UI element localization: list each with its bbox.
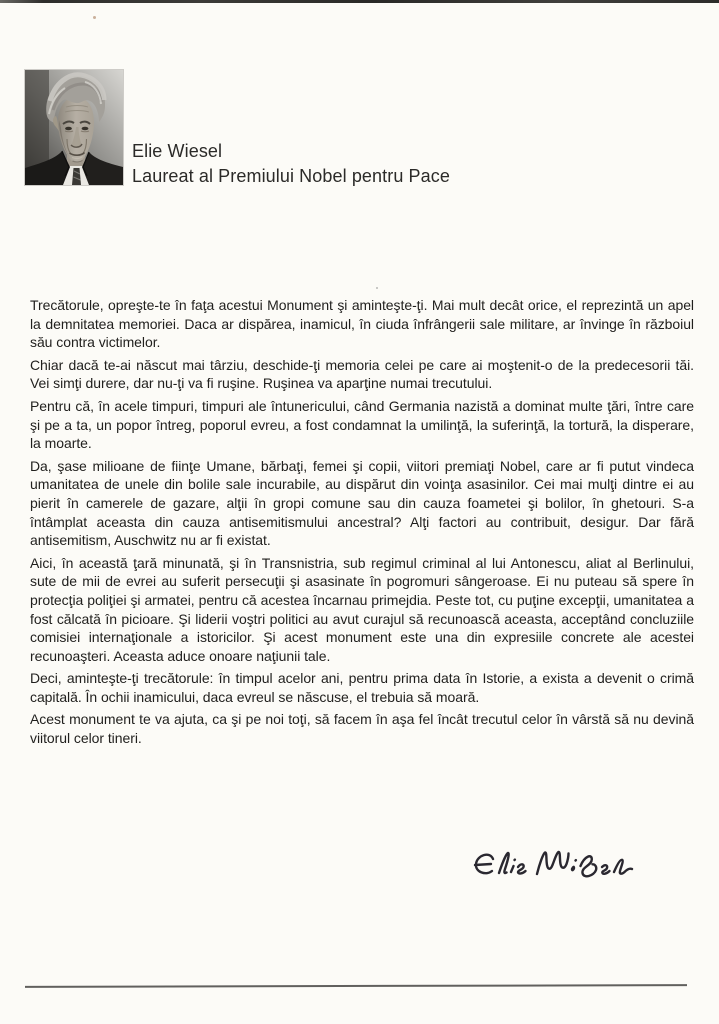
signature-icon — [466, 836, 636, 898]
author-title: Laureat al Premiului Nobel pentru Pace — [132, 166, 450, 186]
letter-paragraph-7: Acest monument te va ajuta, ca şi pe noi toţi, să facem în aşa fel încât trecutul celor în vârstă să nu devină viitorul celor tineri. — [30, 711, 694, 747]
letter-paragraph-6: Deci, aminteşte-ţi trecătorule: în timpul acelor ani, pentru prima data în Istorie, a exista a devenit o crimă capitală. În ochii inamicului, daca evreul se născuse, el trebuia să moară. — [30, 670, 694, 705]
scan-speck — [93, 16, 96, 19]
handwritten-signature — [466, 836, 636, 903]
letter-paragraph-3: Pentru că, în acele timpuri, timpuri ale întunericului, când Germania nazistă a dominat multe ţări, între care şi pe a ta, un popor întreg, poporul evreu, a fost condamnat la umilinţă, la suferinţă, la tortură, la disperare, la moarte. — [30, 397, 694, 452]
letter-paragraph-1: Trecătorule, opreşte-te în faţa acestui Monument şi aminteşte-ţi. Mai mult decât orice, el reprezintă un apel la demnitatea memoriei. Daca ar dispărea, inamicul, în ciuda înfrângerii sale militare, ar învinge în războiul său contra victimelor. — [30, 297, 694, 351]
scan-edge-top — [0, 0, 719, 3]
letter-body — [30, 296, 694, 752]
author-name: Elie Wiesel — [132, 141, 223, 161]
scan-speck — [376, 287, 378, 289]
scan-line-bottom — [25, 984, 687, 988]
letter-paragraph-2: Chiar dacă te-ai născut mai târziu, deschide-ţi memoria celei pe care ai moştenit-o de la predecesorii tăi. Vei simţi durere, dar nu-ţi va fi ruşine. Ruşinea va aparţine numai trecutului. — [30, 356, 694, 392]
letter-paragraph-4: Da, şase milioane de fiinţe Umane, bărbaţi, femei şi copii, viitori premiaţi Nobel, care ar fi putut vindeca umanitatea de unele din bolile sale incurabile, au dispărut din voinţa asasinilor. Cei mai mulţi dintre ei au pierit în camerele de gazare, alţii în gropi comune sau din cauza foametei şi bolilor, în ghetouri. S-a întâmplat aceasta din cauza antisemitismului ancestral? Alţi factori au contribuit, desigur. Dar fără antisemitism, Auschwitz nu ar fi existat. — [30, 457, 694, 549]
portrait-photo-icon — [25, 70, 123, 185]
author-block — [132, 139, 450, 189]
elie-wiesel-photo — [25, 70, 123, 185]
letter-paragraph-5: Aici, în această ţară minunată, şi în Transnistria, sub regimul criminal al lui Antonescu, aliat al Berlinului, sute de mii de evrei au suferit persecuţii şi asasinate în pogromuri sângeroase. Ei nu puteau să spere în protecţia poliţiei şi armatei, pentru că acestea încarnau primejdia. Peste tot, cu puţine excepţii, umanitatea a fost călcată în picioare. Şi liderii voştri politici au avut curajul să recunoască aceasta, acceptând concluziile comisiei internaţionale a istoricilor. Şi acest monument este una din expresiile concrete ale acestei recunoaşteri. Aceasta aduce onoare naţiunii tale. — [30, 554, 694, 664]
